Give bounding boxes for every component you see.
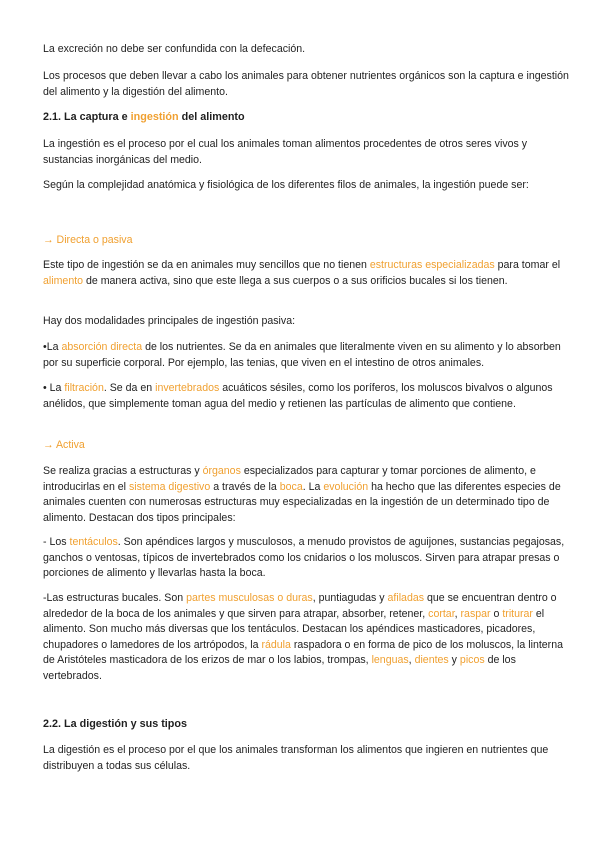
paragraph-hay: Hay dos modalidades principales de ingestión pasiva: xyxy=(43,315,296,327)
heading-2-1 xyxy=(43,110,577,126)
link-estructuras-especializadas[interactable]: estructuras especializadas xyxy=(369,259,495,271)
paragraph-ingestion: La ingestión es el proceso por el cual los animales toman alimentos procedentes de otros seres vivos y sustancias inorgánicas del medio. xyxy=(43,138,528,166)
link-invertebrados[interactable]: invertebrados xyxy=(155,382,220,394)
text-este-a: Este tipo de ingestión se da en animales muy sencillos que no tienen xyxy=(43,259,370,271)
text-bucales-a: -Las estructuras bucales. Son xyxy=(43,592,187,604)
text-filtracion-a: • La xyxy=(43,382,65,394)
paragraph-tentaculos xyxy=(43,535,577,582)
link-filtracion[interactable]: filtración xyxy=(64,382,104,394)
link-tentaculos[interactable]: tentáculos xyxy=(69,536,118,548)
paragraph-realiza xyxy=(43,464,577,526)
text-bucales-g: , xyxy=(454,607,461,620)
heading-2-2: 2.2. La digestión y sus tipos xyxy=(43,718,187,730)
link-sistema-digestivo[interactable]: sistema digestivo xyxy=(128,480,211,493)
link-triturar[interactable]: triturar xyxy=(502,607,533,620)
text-realiza-g: . La xyxy=(302,480,324,493)
link-absorcion-directa[interactable]: absorción directa xyxy=(61,341,143,353)
paragraph-excrecion: La excreción no debe ser confundida con la defecación. xyxy=(43,43,306,55)
link-dientes[interactable]: dientes xyxy=(414,654,449,667)
text-bucales-c: , puntiagudas y xyxy=(312,592,388,604)
paragraph-este xyxy=(43,258,577,289)
link-cortar[interactable]: cortar xyxy=(428,607,455,620)
link-alimento[interactable]: alimento xyxy=(43,274,84,287)
subheading-directa: → Directa o pasiva xyxy=(43,234,133,246)
text-realiza-i: ha hecho que las diferentes especies de animales cuenten con numerosas estructuras muy especializadas en la ingestión de un determinado tipo de alimento. Destacan dos tipos principales: xyxy=(43,480,561,524)
text-bucales-m: raspadora o en forma de pico de los moluscos, la linterna de Aristóteles masticadora de los erizos de mar o los labios, trompas, xyxy=(43,638,563,667)
link-evolucion[interactable]: evolución xyxy=(323,480,369,493)
text-bucales-i: o xyxy=(490,607,503,620)
link-raspar[interactable]: raspar xyxy=(460,607,491,620)
link-radula[interactable]: rádula xyxy=(261,638,291,651)
paragraph-filtracion xyxy=(43,381,577,412)
text-filtracion-e: acuáticos sésiles, como los poríferos, los moluscos bivalvos o algunos anélidos, que simplemente toman agua del medio y retienen las partículas de alimento que contiene. xyxy=(43,382,553,410)
paragraph-absorcion xyxy=(43,340,577,371)
text-realiza-c: especializados para capturar y tomar porciones de alimento, e introducirlas en el xyxy=(43,465,536,493)
text-tentaculos-c: . Son apéndices largos y musculosos, a menudo provistos de aguijones, sustancias pegajosas, ganchos o ventosas, típicos de invertebrados como los cnidarios o los moluscos. Sirven para atrapar presas o porciones de alimento y llevarlas hasta la boca. xyxy=(43,536,565,580)
link-picos[interactable]: picos xyxy=(459,654,485,667)
text-este-e: de manera activa, sino que este llega a sus cuerpos o a sus orificios bucales si los tienen. xyxy=(83,274,508,287)
paragraph-digestion: La digestión es el proceso por el que los animales transforman los alimentos que ingieren en nutrientes que distribuyen a todas sus células. xyxy=(43,744,549,772)
paragraph-procesos: Los procesos que deben llevar a cabo los animales para obtener nutrientes orgánicos son la captura e ingestión del alimento y la digestión del alimento. xyxy=(43,70,569,98)
text-bucales-s: de los vertebrados. xyxy=(43,654,516,682)
text-bucales-o: , xyxy=(408,654,415,667)
text-bucales-e: que se encuentran dentro o alrededor de la boca de los animales y que sirven para atrapar, absorber, retener, xyxy=(43,592,557,620)
link-lenguas[interactable]: lenguas xyxy=(371,654,409,667)
text-realiza-e: a través de la xyxy=(210,480,280,493)
link-ingestion[interactable]: ingestión xyxy=(130,111,179,123)
text-este-c: para tomar el xyxy=(494,259,561,271)
text-bucales-q: y xyxy=(448,654,460,667)
heading-2-1-part-a: 2.1. La captura e xyxy=(43,111,131,123)
text-realiza-a: Se realiza gracias a estructuras y xyxy=(43,465,203,477)
text-absorcion-c: de los nutrientes. Se da en animales que literalmente viven en su alimento y lo absorben por su superficie corporal. Por ejemplo, las tenias, que viven en el intestino de otros animales. xyxy=(43,341,561,369)
text-bucales-k: el alimento. Son mucho más diversas que los tentáculos. Destacan los apéndices masticadores, picadores, chupadores o lamedores de los artrópodos, la xyxy=(43,607,545,651)
text-tentaculos-a: - Los xyxy=(43,536,70,548)
heading-2-1-part-c: del alimento xyxy=(178,111,245,123)
link-organos[interactable]: órganos xyxy=(202,465,241,477)
link-partes-musculosas[interactable]: partes musculosas o duras xyxy=(186,592,313,604)
paragraph-segun: Según la complejidad anatómica y fisiológica de los diferentes filos de animales, la ingestión puede ser: xyxy=(43,179,529,191)
text-absorcion-a: •La xyxy=(43,341,62,353)
link-afiladas[interactable]: afiladas xyxy=(387,592,425,604)
text-filtracion-c: . Se da en xyxy=(103,382,156,394)
paragraph-bucales xyxy=(43,591,577,685)
subheading-activa: → Activa xyxy=(43,439,85,451)
link-boca[interactable]: boca xyxy=(279,480,303,493)
